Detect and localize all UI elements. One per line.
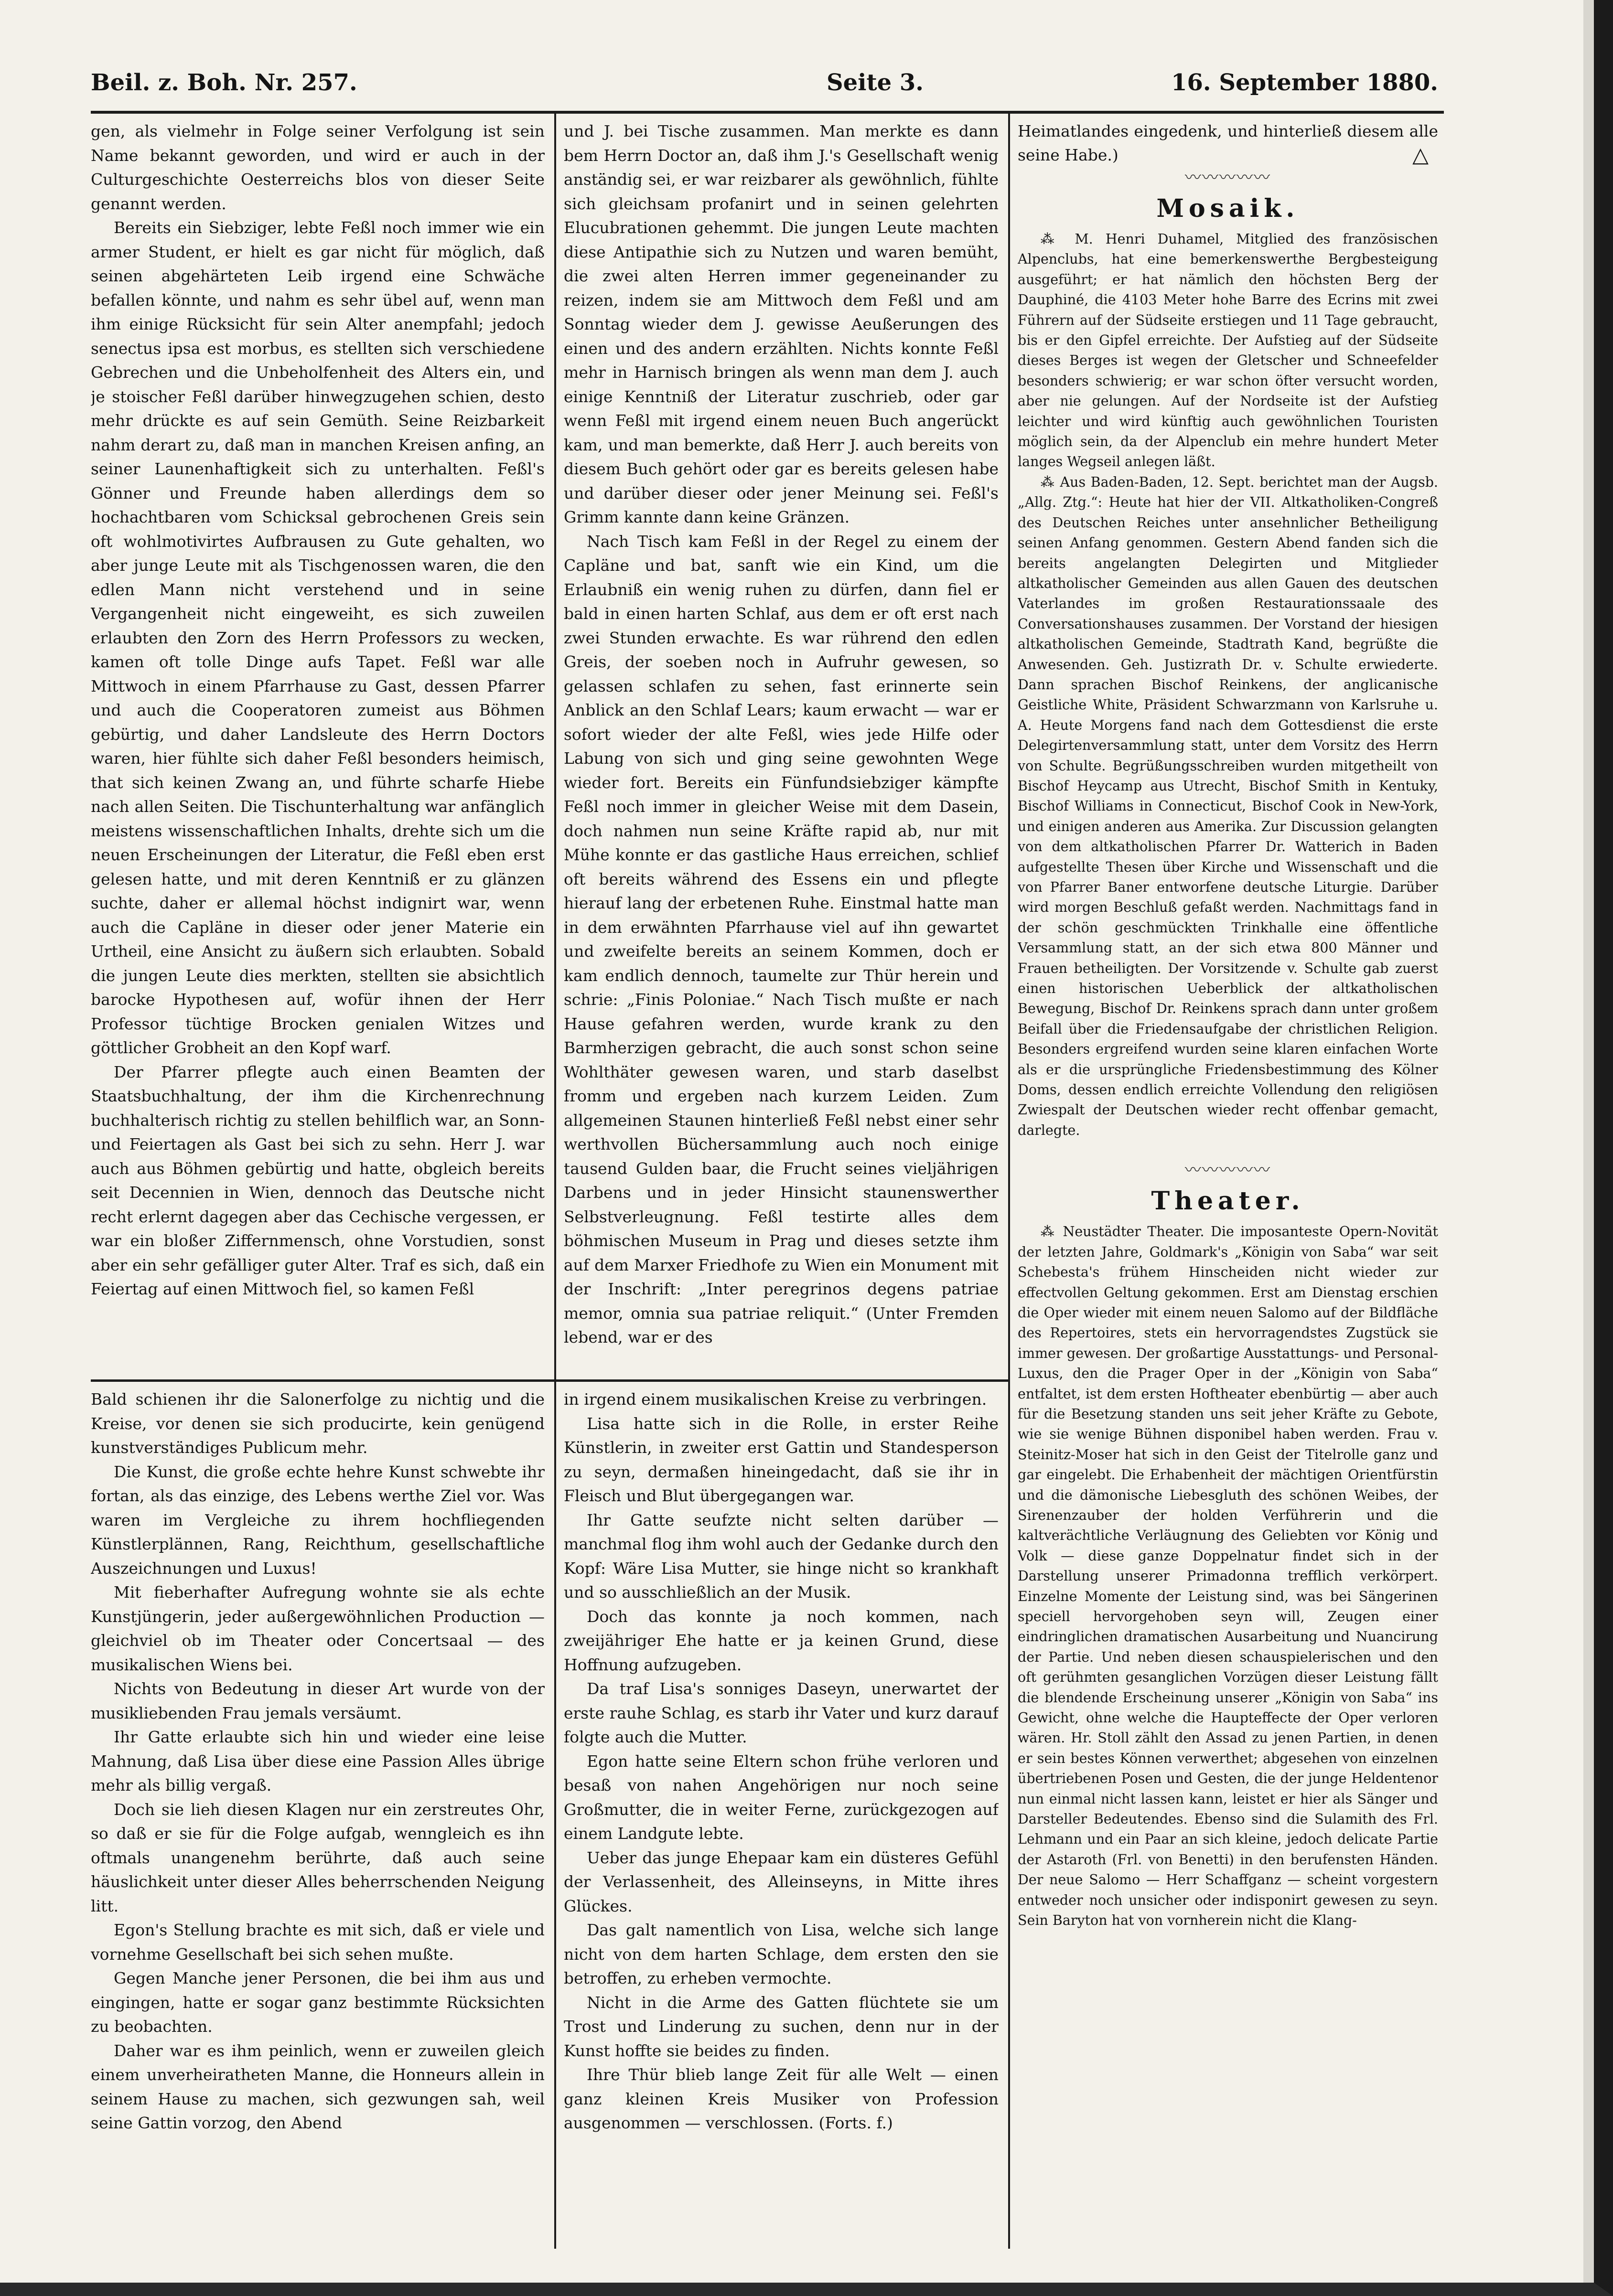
paragraph: Nach Tisch kam Feßl in der Regel zu einem der Capläne und bat, sanft wie ein Kind, um die Erlaubniß ein wenig ruhen zu dürfen, dann fiel er bald in einen harten Schlaf, aus dem er oft erst nach zwei Stunden erwachte. Es war rührend den edlen Greis, der soeben noch in Aufruhr gewesen, so gelassen schlafen zu sehen, fast erinnerte sein Anblick an den Schlaf Lears; kaum erwacht — war er sofort wieder der alte Feßl, wies jede Hilfe oder Labung von sich und ging seine gewohnten Wege wieder fort. Bereits ein Fünfundsiebziger kämpfte Feßl noch immer in gleicher Weise mit dem Dasein, doch nahmen nun seine Kräfte rapid ab, nur mit Mühe konnte er das gastliche Haus erreichen, schlief oft bereits während des Essens ein und pflegte hierauf lang der erbetenen Ruhe. Einstmal hatte man in dem erwähnten Pfarrhause viel auf ihn gewartet und zweifelte bereits an seinem Kommen, doch er kam endlich dennoch, taumelte zur Thür herein und schrie: „Finis Poloniae.“ Nach Tisch mußte er nach Hause gefahren werden, wurde krank zu den Barmherzigen gebracht, die auch sonst schon seine Wohlthäter gewesen waren, und starb daselbst fromm und ergeben nach kurzem Leiden. Zum allgemeinen Staunen hinterließ Feßl nebst einer sehr werthvollen Büchersammlung auch noch einige tausend Gulden baar, die Frucht seines vieljährigen Darbens und in jeder Hinsicht staunenswerther Selbstverleugnung. Feßl testirte alles dem böhmischen Museum in Prag und dieses setzte ihm auf dem Marxer Friedhofe zu Wien ein Monument mit der Inschrift: „Inter peregrinos degens patriae memor, omnia sua patriae reliquit.“ (Unter Fremden lebend, war er des — [564, 532, 999, 1346]
paragraph: Lisa hatte sich in die Rolle, in erster Reihe Künstlerin, in zweiter erst Gattin und Standesperson zu seyn, dermaßen hineingedacht, daß sie ihr in Fleisch und Blut übergegangen war. — [564, 1414, 999, 1505]
column-rule-1 — [554, 114, 556, 2249]
paragraph: Da traf Lisa's sonniges Daseyn, unerwartet der erste rauhe Schlag, es starb ihr Vater und kurz darauf folgte auch die Mutter. — [564, 1679, 999, 1746]
paragraph: Die Kunst, die große echte hehre Kunst schwebte ihr fortan, als das einzige, des Lebens werthe Ziel vor. Was waren im Vergleiche zu ihrem hochfliegenden Künstlerplännen, Rang, Reichthum, gesellschaftliche Auszeichnungen und Luxus! — [91, 1462, 545, 1578]
paragraph: Daher war es ihm peinlich, wenn er zuweilen gleich einem unverheiratheten Manne, die Honneurs allein in seinem Hause zu machen, sich gezwungen sah, weil seine Gattin vorzog, den Abend — [91, 2041, 545, 2132]
column-2-top — [564, 119, 999, 1373]
paragraph: und J. bei Tische zusammen. Man merkte es dann bem Herrn Doctor an, daß ihm J.'s Gesellschaft wenig anständig sei, er war reizbarer als gewöhnlich, fühlte sich gleichsam profanirt und in seinen gelehrten Elucubrationen gehemmt. Die jungen Leute machten diese Antipathie sich zu Nutzen und waren bemüht, die zwei alten Herren immer gegeneinander zu reizen, indem sie am Mittwoch dem Feßl und am Sonntag wieder dem J. gewisse Aeußerungen des einen und des andern erzählten. Nichts konnte Feßl mehr in Harnisch bringen als wenn man dem J. auch einige Kenntniß der Literatur zuschrieb, oder gar wenn Feßl mit irgend einem neuen Buch angerückt kam, und man bemerkte, daß Herr J. auch bereits von diesem Buch gehört oder gar es bereits gelesen habe und darüber dieser oder jener Meinung sei. Feßl's Grimm kannte dann keine Gränzen. — [564, 122, 999, 526]
paragraph: Nicht in die Arme des Gatten flüchtete sie um Trost und Linderung zu suchen, denn nur in der Kunst hoffte sie beides zu finden. — [564, 1993, 999, 2060]
header-left: Beil. z. Boh. Nr. 257. — [91, 69, 357, 96]
scan-edge-strip — [1583, 0, 1594, 2283]
paragraph: Der Pfarrer pflegte auch einen Beamten der Staatsbuchhaltung, der ihm die Kirchenrechnung buchhalterisch richtig zu stellen behilflich war, an Sonn- und Feiertagen als Gast bei sich zu sehn. Herr J. war auch aus Böhmen gebürtig und hatte, obgleich bereits seit Decennien in Wien, dennoch das Deutsche nicht recht erlernt dagegen aber das Cechische vergessen, er war ein bloßer Ziffernmensch, ohne Vorstudien, sonst aber ein sehr gefälliger guter Alter. Traf es sich, daß ein Feiertag auf einen Mittwoch fiel, so kamen Feßl — [91, 1062, 545, 1298]
paragraph: in irgend einem musikalischen Kreise zu verbringen. — [564, 1390, 987, 1409]
mosaik-item: ⁂ M. Henri Duhamel, Mitglied des französischen Alpenclubs, hat eine bemerkenswerthe Bergbesteigung ausgeführt; er hat nämlich den höchsten Berg der Dauphiné, die 4103 Meter hohe Barre des Ecrins mit zwei Führern auf der Südseite erstiegen und 11 Tage gebraucht, bis er den Gipfel erreichte. Der Aufstieg auf der Südseite dieses Berges ist wegen der Gletscher und Schneefelder besonders schwierig; er war schon öfter versucht worden, aber nie gelungen. Auf der Nordseite ist der Aufstieg leichter und wird künftig auch gewöhnlichen Touristen möglich sein, da der Alpenclub ein mehre hundert Meter langes Wegseil anlegen läßt. — [1018, 231, 1438, 470]
column-rule-2 — [1008, 114, 1010, 2249]
paragraph: Ihr Gatte erlaubte sich hin und wieder eine leise Mahnung, daß Lisa über diese eine Passion Alles übrige mehr als billig vergaß. — [91, 1728, 545, 1794]
paragraph: Egon hatte seine Eltern schon frühe verloren und besaß von nahen Angehörigen nur noch seine Großmutter, die in weiter Ferne, zurückgezogen auf einem Landgute lebte. — [564, 1751, 999, 1843]
feuilleton-rule — [91, 1379, 1008, 1382]
triangle-mark-icon: △ — [1412, 143, 1429, 167]
paragraph: Bereits ein Siebziger, lebte Feßl noch immer wie ein armer Student, er hielt es gar nicht für möglich, daß seinen abgehärteten Leib irgend eine Schwäche befallen könnte, und nahm es sehr übel auf, wenn man ihm einige Rücksicht für sein Alter anempfahl; jedoch senectus ipsa est morbus, es stellten sich verschiedene Gebrechen und die Unbeholfenheit des Alters ein, und je stoischer Feßl darüber hinwegzugehen schien, desto mehr drückte es auf sein Gemüth. Seine Reizbarkeit nahm derart zu, daß man in manchen Kreisen anfing, an seiner Launenhaftigkeit sich zu unterhalten. Feßl's Gönner und Freunde haben allerdings dem so hochachtbaren vom Schicksal gebrochenen Greis sein oft wohlmotivirtes Aufbrausen zu Gute gehalten, wo aber junge Leute mit als Tischgenossen waren, die den edlen Mann nicht verstehend und in seine Vergangenheit nicht eingeweiht, es sich zuweilen erlaubten den Zorn des Herrn Professors zu wecken, kamen oft tolle Dinge aufs Tapet. Feßl war alle Mittwoch in einem Pfarrhause zu Gast, dessen Pfarrer und auch die Cooperatoren zumeist aus Böhmen gebürtig, und daher Landsleute des Herrn Doctors waren, hier fühlte sich daher Feßl besonders heimisch, that sich keinen Zwang an, und führte scharfe Hiebe nach allen Seiten. Die Tischunterhaltung war anfänglich meistens wissenschaftlichen Inhalts, drehte sich um die neuen Erscheinungen der Literatur, die Feßl eben erst gelesen hatte, und mit deren Kenntniß er zu glänzen suchte, daher er allemal höchst indignirt war, wenn auch die Capläne in dieser oder jener Materie ein Urtheil, eine Ansicht zu äußern sich erlaubten. Sobald die jungen Leute dies merkten, stellten sie absichtlich barocke Hypothesen auf, wofür ihnen der Herr Professor tüchtige Brocken genialen Witzes und göttlicher Grobheit an den Kopf warf. — [91, 218, 545, 1057]
paragraph: Mit fieberhafter Aufregung wohnte sie als echte Kunstjüngerin, jeder außergewöhnlichen Production — gleichviel ob im Theater oder Concertsaal — des musikalischen Wiens bei. — [91, 1583, 545, 1674]
paragraph: Nichts von Bedeutung in dieser Art wurde von der musikliebenden Frau jemals versäumt. — [91, 1679, 545, 1722]
theater-heading: Theater. — [1151, 1186, 1305, 1216]
theater-article: ⁂ Neustädter Theater. Die imposanteste Opern-Novität der letzten Jahre, Goldmark's „Königin von Saba“ war seit Schebesta's frühem Hinscheiden nicht wieder zur effectvollen Geltung gekommen. Erst am Dienstag erschien die Oper wieder mit einem neuen Salomo auf der Bildfläche des Repertoires, stets ein hervorragendstes Zugstück sie immer gewesen. Der großartige Ausstattungs- und Personal-Luxus, den die Prager Oper in der „Königin von Saba“ entfaltet, ist dem ersten Hoftheater ebenbürtig — aber auch für die Besetzung standen uns seit jeher Kräfte zu Gebote, wie sie wenige Bühnen disponibel haben werden. Frau v. Steinitz-Moser hat sich in den Geist der Titelrolle ganz und gar eingelebt. Die Erhabenheit der mächtigen Orientfürstin und die dämonische Liebesgluth des schönen Weibes, der Sirenenzauber der holden Verführerin und die kaltverächtliche Verläugnung des Geliebten vor König und Volk — diese ganze Doppelnatur findet sich in der Darstellung unserer Primadonna trefflich verkörpert. Einzelne Momente der Leistung sind, was bei Sängerinen speciell hervorgehoben seyn will, Zeugen einer eindringlichen dramatischen Ausarbeitung und Nuancirung der Partie. Und neben diesen schauspielerischen und den oft gerühmten gesanglichen Vorzügen dieser Leistung fällt die blendende Erscheinung unserer „Königin von Saba“ ins Gewicht, ohne welche die Haupteffecte der Oper verloren wären. Hr. Stoll zählt den Assad zu jenen Partien, in denen er sein bestes Können verwerthet; abgesehen von einzelnen übertriebenen Posen und Gesten, die der junge Heldentenor nun einmal nicht lassen kann, leistet er hier als Sänger und Darsteller Bedeutendes. Ebenso sind die Sulamith des Frl. Lehmann und ein Paar an sich kleine, jedoch delicate Partie der Astaroth (Frl. von Benetti) in den berufensten Händen. Der neue Salomo — Herr Schaffganz — scheint vorgestern entweder noch unsicher oder indisponirt gewesen zu seyn. Sein Baryton hat von vornherein nicht die Klang- — [1018, 1224, 1438, 1929]
paragraph: Das galt namentlich von Lisa, welche sich lange nicht von dem harten Schlage, dem ersten den sie betroffen, zu erheben vermochte. — [564, 1921, 999, 1987]
column-1-feuilleton — [91, 1388, 545, 2247]
header-date: 16. September 1880. — [1171, 69, 1438, 96]
column-2-feuilleton — [564, 1388, 999, 2247]
ornament-divider: 〰〰〰〰〰 — [1185, 1161, 1271, 1180]
header-rule — [91, 111, 1444, 114]
paragraph: Ueber das junge Ehepaar kam ein düsteres Gefühl der Verlassenheit, des Alleinseyns, in Mitte ihres Glückes. — [564, 1848, 999, 1915]
paragraph: Doch sie lieh diesen Klagen nur ein zerstreutes Ohr, so daß er sie für die Folge aufgab, wenngleich es ihn oftmals unangenehm berührte, daß auch seine häuslichkeit unter dieser Alles beherrschenden Neigung litt. — [91, 1800, 545, 1915]
paragraph: Doch das konnte ja noch kommen, nach zweijähriger Ehe hatte er ja keinen Grund, diese Hoffnung aufzugeben. — [564, 1607, 999, 1674]
ornament-divider: 〰〰〰〰〰 — [1185, 168, 1271, 187]
column-3 — [1018, 119, 1438, 2247]
column-1-top — [91, 119, 545, 1373]
header-page-number: Seite 3. — [827, 69, 924, 96]
paragraph: Bald schienen ihr die Salonerfolge zu nichtig und die Kreise, vor denen sie sich producirte, kein genügend kunstverständiges Publicum mehr. — [91, 1390, 545, 1457]
mosaik-heading: Mosaik. — [1156, 194, 1300, 223]
mosaik-item: ⁂ Aus Baden-Baden, 12. Sept. berichtet man der Augsb. „Allg. Ztg.“: Heute hat hier der VII. Altkatholiken-Congreß des Deutschen Reiches unter ansehnlicher Betheiligung seinen Anfang genommen. Gestern Abend fanden sich die bereits angelangten Delegirten und Mitglieder altkatholischer Gemeinden aus allen Gauen des deutschen Vaterlandes im großen Restaurationssaale des Conversationshauses zusammen. Der Vorstand der hiesigen altkatholischen Gemeinde, Stadtrath Kand, begrüßte die Anwesenden. Geh. Justizrath Dr. v. Schulte erwiederte. Dann sprachen Bischof Reinkens, der anglicanische Geistliche White, Präsident Schwarzmann von Karlsruhe u. A. Heute Morgens fand nach dem Gottesdienst die erste Delegirtenversammlung statt, unter dem Vorsitz des Herrn von Schulte. Begrüßungsschreiben wurden mitgetheilt von Bischof Heycamp aus Utrecht, Bischof Smith in Kentuky, Bischof Williams in Connecticut, Bischof Cook in New-York, und einigen anderen aus Amerika. Zur Discussion gelangten von dem altkatholischen Pfarrer Dr. Watterich in Baden aufgestellte Thesen über Kirche und Wissenschaft und die von Pfarrer Baner entworfene deutsche Liturgie. Darüber wird morgen Beschluß gefaßt werden. Nachmittags fand in der schön geschmückten Trinkhalle eine öffentliche Versammlung statt, an der sich etwa 800 Männer und Frauen betheiligten. Der Vorsitzende v. Schulte gab zuerst einen historischen Ueberblick der altkatholischen Bewegung, Bischof Dr. Reinkens sprach dann unter großem Beifall über die Friedensaufgabe der christlichen Religion. Besonders ergreifend wurden seine klaren einfachen Worte als er die ursprüngliche Friedensbestimmung des Kölner Doms, dessen endlich erreichte Vollendung den religiösen Zwiespalt der Deutschen wieder recht offenbar gemacht, darlegte. — [1018, 474, 1438, 1138]
paragraph: Ihre Thür blieb lange Zeit für alle Welt — einen ganz kleinen Kreis Musiker von Profession ausgenommen — verschlossen. (Forts. f.) — [564, 2065, 999, 2132]
paragraph: gen, als vielmehr in Folge seiner Verfolgung ist sein Name bekannt geworden, und wird er auch in der Culturgeschichte Oesterreichs blos von dieser Seite genannt werden. — [91, 122, 545, 213]
paragraph: Ihr Gatte seufzte nicht selten darüber — manchmal flog ihm wohl auch der Gedanke durch den Kopf: Wäre Lisa Mutter, sie hinge nicht so krankhaft und so ausschließlich an der Musik. — [564, 1510, 999, 1602]
paragraph: Gegen Manche jener Personen, die bei ihm aus und eingingen, hatte er sogar ganz bestimmte Rücksichten zu beobachten. — [91, 1969, 545, 2036]
intro-text: Heimatlandes eingedenk, und hinterließ diesem alle seine Habe.) — [1018, 122, 1438, 164]
paragraph: Egon's Stellung brachte es mit sich, daß er viele und vornehme Gesellschaft bei sich sehen mußte. — [91, 1921, 545, 1964]
page-header — [91, 69, 1438, 107]
column-3-intro — [1018, 119, 1438, 167]
